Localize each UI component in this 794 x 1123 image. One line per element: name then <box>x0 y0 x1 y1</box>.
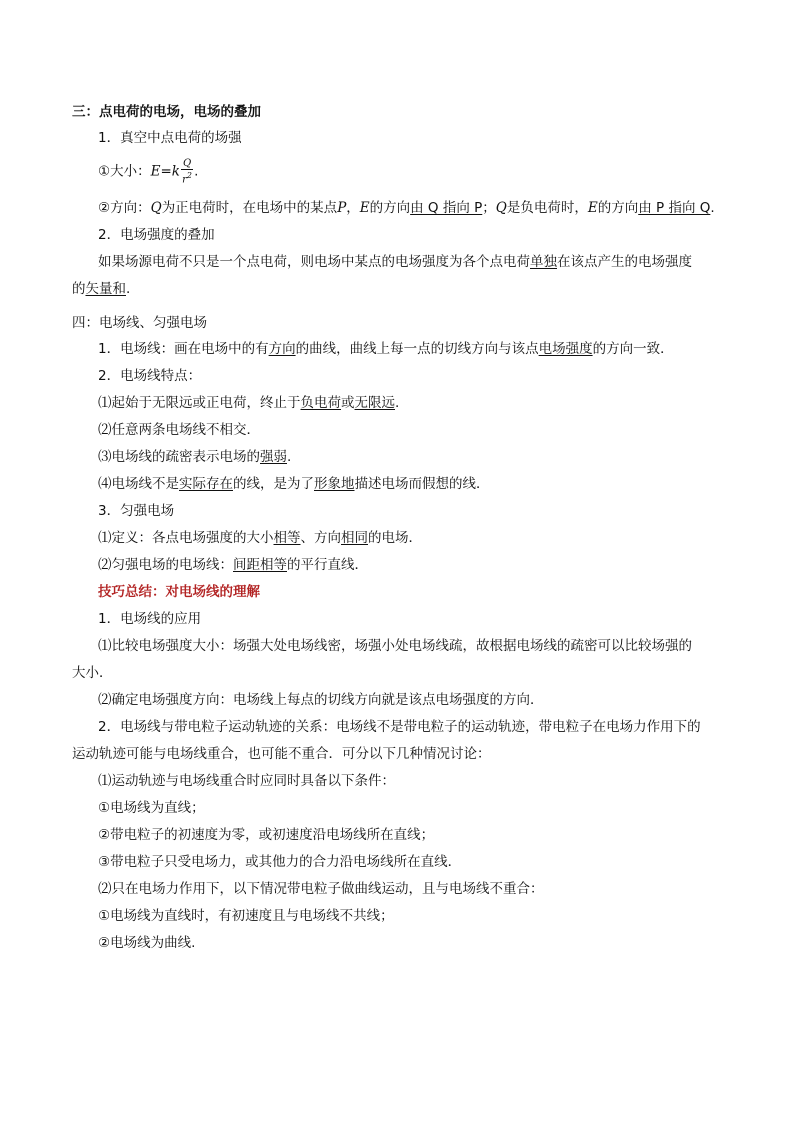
s3-superposition-line2: 的矢量和. <box>72 281 131 297</box>
s4-item-2-2: ⑵任意两条电场线不相交． <box>98 422 260 438</box>
tips-item-1: 1．电场线的应用 <box>98 611 202 627</box>
s4-item-3: 3．匀强电场 <box>98 503 175 519</box>
s4-item-2-4: ⑷电场线不是实际存在的线，是为了形象地描述电场而假想的线． <box>98 476 490 492</box>
tips-item-2-2-b: ②电场线为曲线. <box>98 935 196 951</box>
s4-item-3-2: ⑵匀强电场的电场线：间距相等的平行直线． <box>98 557 368 573</box>
tips-title: 技巧总结：对电场线的理解 <box>98 584 260 600</box>
s4-item-2: 2．电场线特点： <box>98 368 202 384</box>
tips-item-2-1-a: ①电场线为直线； <box>98 800 205 816</box>
fraction: $\frac{Q}{r^2}$ <box>182 158 192 186</box>
s4-item-1: 1．电场线：画在电场中的有方向的曲线，曲线上每一点的切线方向与该点电场强度的方向一致． <box>98 341 674 357</box>
s4-item-3-1: ⑴定义：各点电场强度的大小相等、方向相同的电场． <box>98 530 422 546</box>
tips-item-1-2: ⑵确定电场强度方向：电场线上每点的切线方向就是该点电场强度的方向． <box>98 692 544 708</box>
s3-direction: ②方向：Q为正电荷时，在电场中的某点P，E的方向由 Q 指向 P；Q是负电荷时，E的方向由 P 指向 Q. <box>98 200 715 216</box>
section-3-title: 三：点电荷的电场，电场的叠加 <box>72 104 261 120</box>
section-4-title: 四：电场线、匀强电场 <box>72 315 207 331</box>
tips-item-1-1-cont: 大小． <box>72 665 113 681</box>
tips-item-2-2-a: ①电场线为直线时，有初速度且与电场线不共线； <box>98 908 394 924</box>
tips-item-2: 2．电场线与带电粒子运动轨迹的关系：电场线不是带电粒子的运动轨迹，带电粒子在电场力作用下的 <box>98 719 701 735</box>
s3-item-1: 1．真空中点电荷的场强 <box>98 130 242 146</box>
s3-item-2: 2．电场强度的叠加 <box>98 227 215 243</box>
s3-magnitude-formula: ①大小：E=k $\frac{Q}{r^2}$ . <box>98 158 199 186</box>
s4-item-2-3: ⑶电场线的疏密表示电场的强弱. <box>98 449 292 465</box>
tips-item-2-cont: 运动轨迹可能与电场线重合，也可能不重合．可分以下几种情况讨论： <box>72 746 491 762</box>
tips-item-1-1: ⑴比较电场强度大小：场强大处电场线密，场强小处电场线疏，故根据电场线的疏密可以比较场强的 <box>98 638 692 654</box>
s3-superposition-line1: 如果场源电荷不只是一个点电荷，则电场中某点的电场强度为各个点电荷单独在该点产生的电场强度 <box>98 254 692 270</box>
s4-item-2-1: ⑴起始于无限远或正电荷，终止于负电荷或无限远. <box>98 395 400 411</box>
tips-item-2-1-b: ②带电粒子的初速度为零，或初速度沿电场线所在直线； <box>98 827 435 843</box>
tips-item-2-2: ⑵只在电场力作用下，以下情况带电粒子做曲线运动，且与电场线不重合： <box>98 881 544 897</box>
tips-item-2-1: ⑴运动轨迹与电场线重合时应同时具备以下条件： <box>98 773 395 789</box>
tips-item-2-1-c: ③带电粒子只受电场力，或其他力的合力沿电场线所在直线． <box>98 854 462 870</box>
